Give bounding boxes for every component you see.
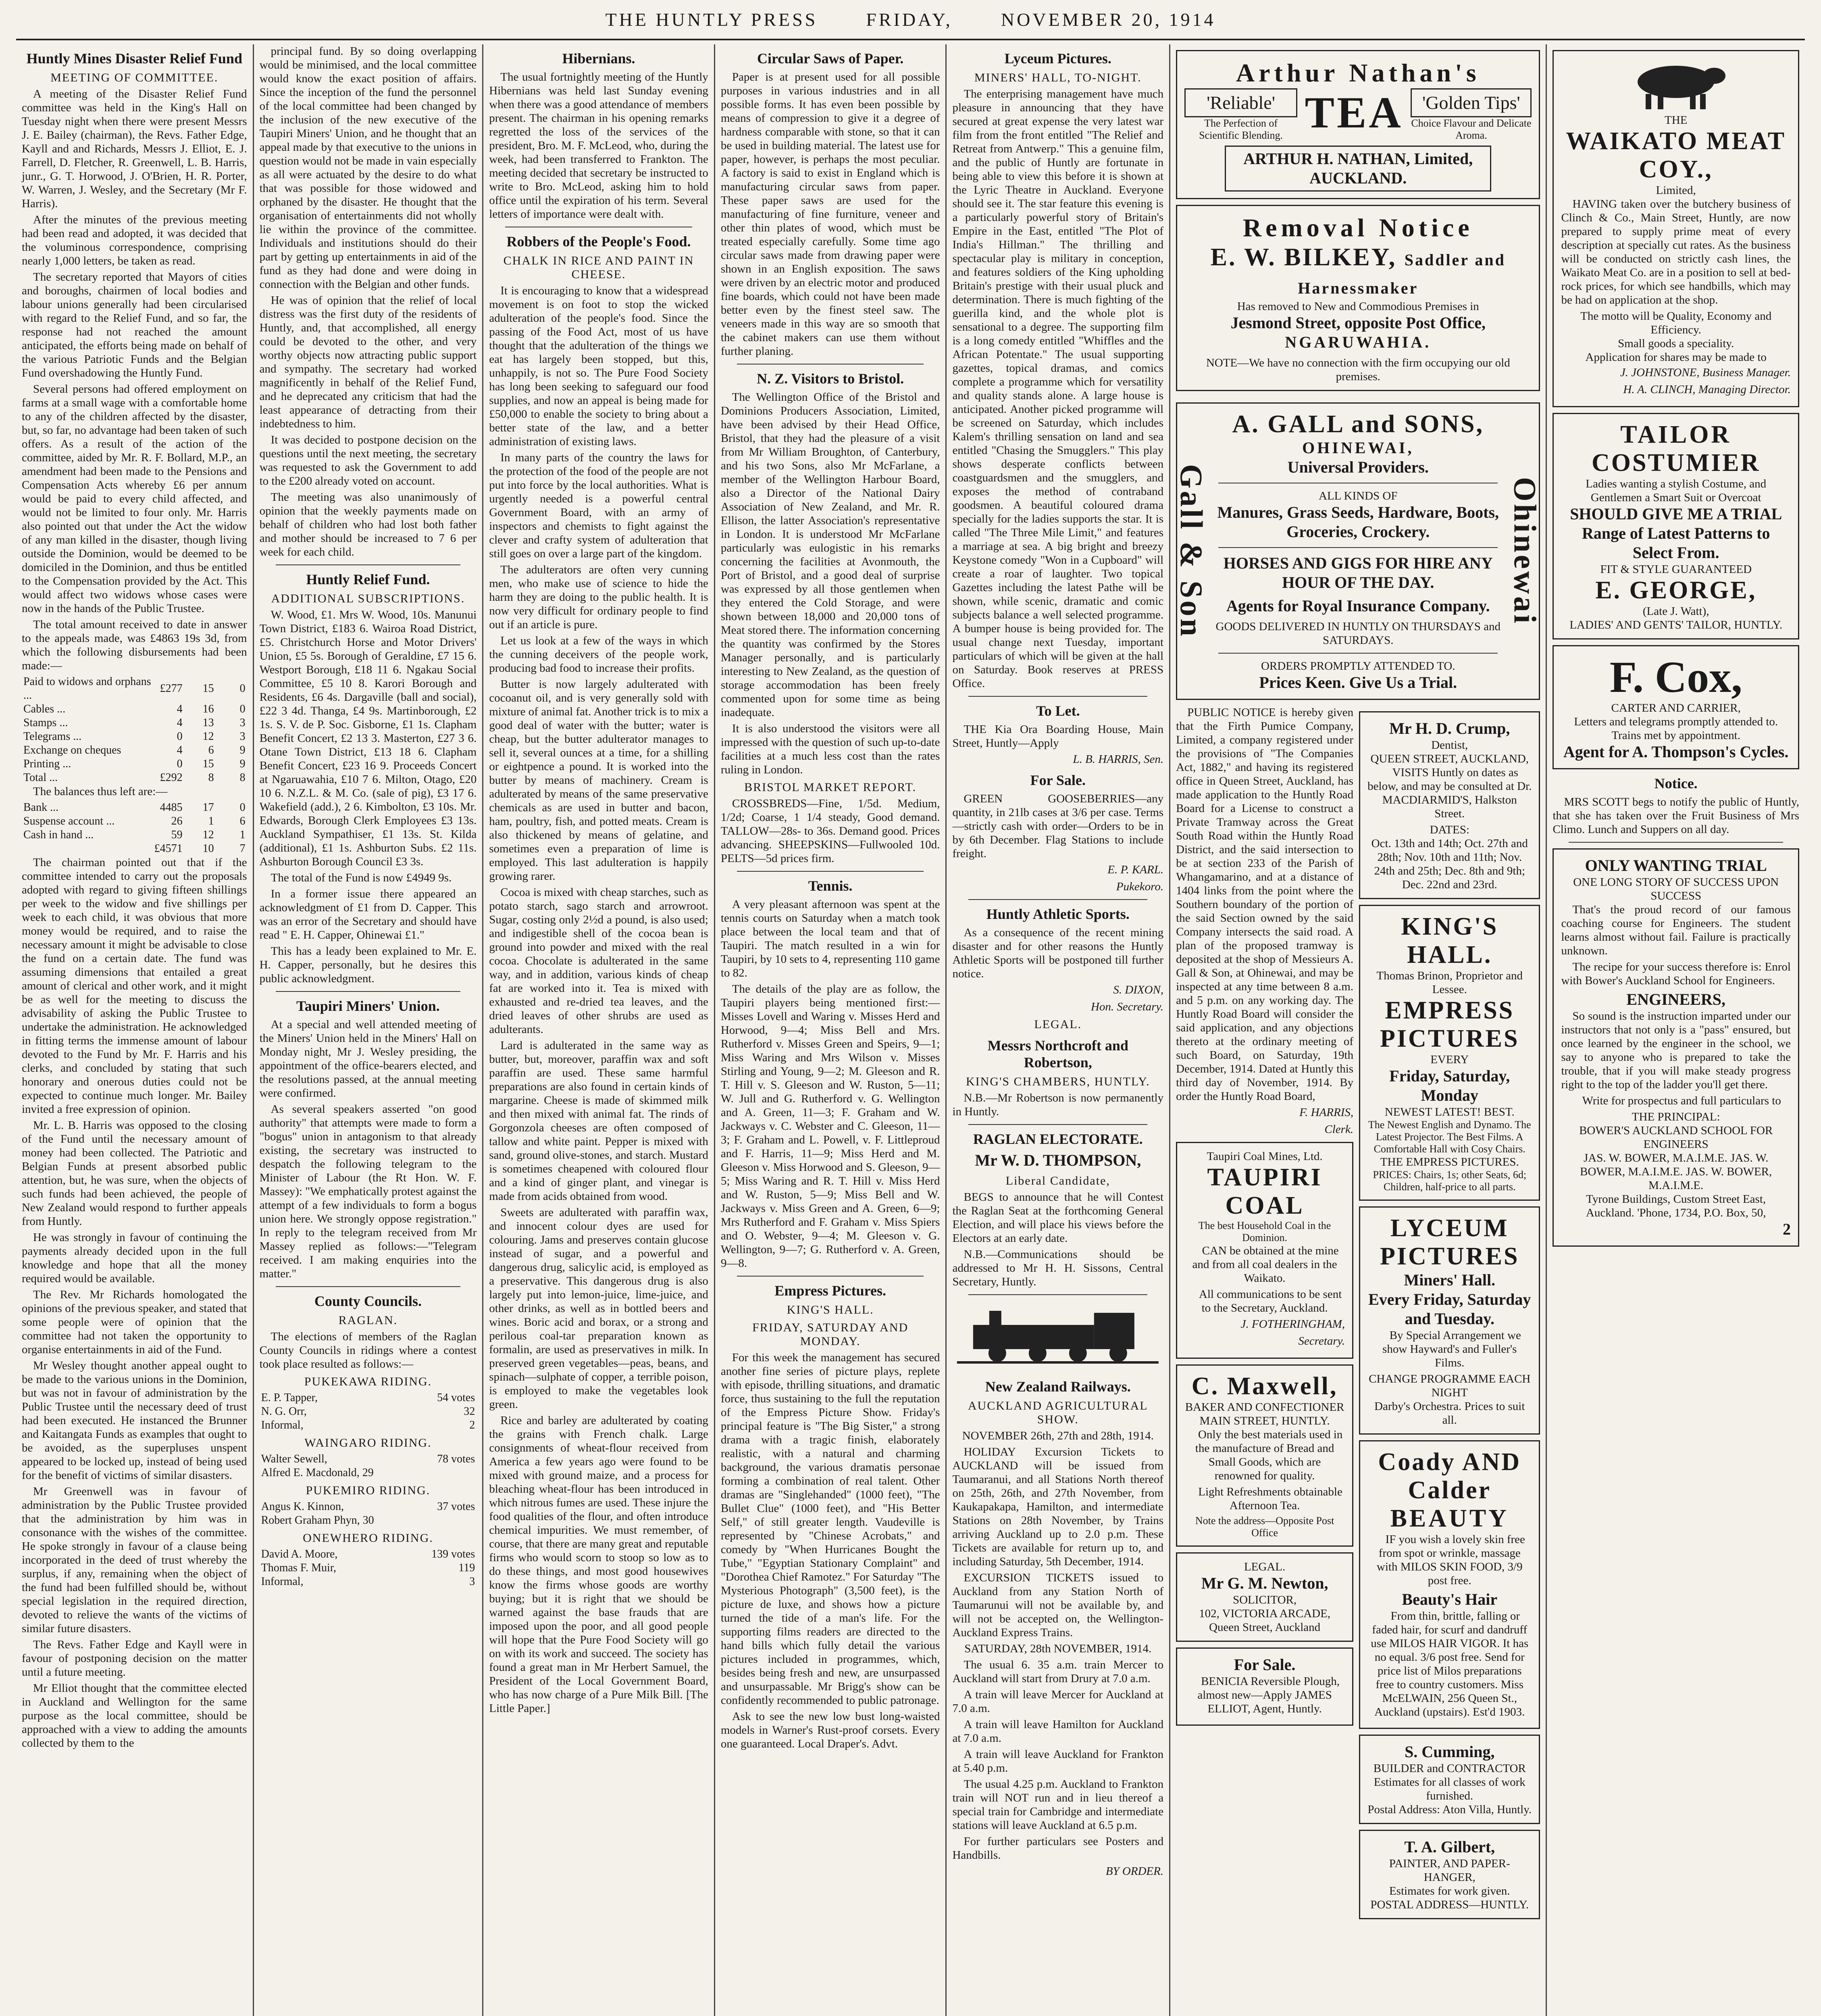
article-title: Robbers of the People's Food. [506, 233, 691, 250]
beauty-title: BEAUTY [1390, 1505, 1509, 1532]
paragraph: As several speakers asserted "on good authority" that attempts were made to form a "bogus" union in antagonism to that already existing, the secretary was instructed to despatch the following telegram to the Minister of Labour (the Rt Hon. W. F. Massey): "We emphatically protest against the attempt of a few individuals to form a bogus union here. We strongly oppose registration." In reply to the telegram received from Mr Massey replied as follows:—"Telegram received. I am making enquiries into the matter." [259, 1103, 477, 1280]
gall-prices: Prices Keen. Give Us a Trial. [1259, 673, 1457, 691]
article-title: Lyceum Pictures. [1004, 50, 1111, 67]
gall-vertical-right: Ohinewai [1507, 477, 1543, 626]
paragraph: Ask to see the new low bust long-waisted models in Warner's Rust-proof corsets. Every one guaranteed. Local Draper's. Advt. [720, 1710, 940, 1750]
table-row: N. G. Orr, 32 [261, 1405, 475, 1418]
divider [737, 1276, 924, 1277]
paragraph: The meeting was also unanimously of opinion that the weekly payments made on behalf of children who had lost both father and mother should be increased to 7 6 per week for each child. [259, 491, 477, 558]
tailor-fit: FIT & STYLE GUARANTEED [1600, 563, 1752, 576]
table-row: Robert Graham Phyn, 30 [261, 1514, 374, 1527]
paragraph: For this week the management has secured another fine series of picture plays, replete with episode, thrilling situations, and dramatic force, thus sustaining to the full the reputation of the Empress Picture Show. Friday's principal feature is "The Big Sister," a strong drama with a tragic finish, elaborately realistic, with a natural and charming background, the various dramatis personae forming a combination of real talent. Other dramas are "Singlehanded" (1000 feet), "The Bullet Clue" (1000 feet), and "His Better Self," of still greater length. Vaudeville is represented by "Chinese Acrobats," and comedy by "When Hurricanes Bought the Tube," "Egyptian Stationary Complaint" and "Dorothea Chief Ramotez." For Saturday "The Mysterious Photograph" (3,500 feet), is the picture de luxe, and shows how a picture turned the tide of a man's life. For the supporting films readers are directed to the hand bills which fully detail the various pictures included in programmes, which, besides being fresh and new, are unsurpassed and unsurpassable. Mr Brigg's show can be confidently recommended to public patronage. [720, 1351, 940, 1707]
column-4 [715, 44, 947, 2016]
ad-subtitle: AUCKLAND AGRICULTURAL SHOW. [968, 1399, 1148, 1426]
section-label: LEGAL. [1034, 1018, 1082, 1031]
article-subtitle: KING'S HALL. [787, 1303, 874, 1316]
votes-table [260, 1391, 477, 1432]
column-3 [483, 44, 715, 2016]
school-address: Tyrone Buildings, Custom Street East, Auckland. 'Phone, 1734, P.O. Box, 50, [1586, 1193, 1766, 1219]
table-row: Stamps ... 4 13 3 [23, 716, 246, 729]
gall-all: ALL KINDS OF [1319, 489, 1398, 502]
empress-prices: PRICES: Chairs, 1s; other Seats, 6d; Children, half-price to all parts. [1373, 1169, 1527, 1193]
table-row: E. P. Tapper, 54 votes [261, 1391, 475, 1404]
masthead-day: FRIDAY, [866, 9, 953, 30]
paragraph: N.B.—Mr Robertson is now permanently in Huntly. [952, 1091, 1164, 1118]
locomotive-icon [952, 1305, 1163, 1365]
meat-motto: The motto will be Quality, Economy and Efficiency. [1580, 310, 1772, 336]
signature: J. JOHNSTONE, Business Manager. [1620, 366, 1791, 379]
cox-name: F. Cox, [1609, 652, 1742, 702]
divider [276, 564, 461, 565]
crump-dates-title: DATES: [1430, 823, 1469, 836]
paragraph: SATURDAY, 28th NOVEMBER, 1914. [964, 1642, 1152, 1655]
empress-days: Friday, Saturday, Monday [1389, 1067, 1510, 1104]
article-title: Huntly Relief Fund. [306, 571, 430, 587]
article-title: N. Z. Visitors to Bristol. [757, 371, 904, 387]
empress-name: THE EMPRESS PICTURES. [1380, 1156, 1519, 1168]
gilbert-address: POSTAL ADDRESS—HUNTLY. [1370, 1898, 1529, 1911]
paragraph: Mr Elliot thought that the committee elected in Auckland and Wellington for the same purpose as the local committee, should be approached with a view to adding the amounts collected by them to the [22, 1682, 247, 1749]
signature: Clerk. [1324, 1123, 1354, 1136]
gall-horses: HORSES AND GIGS FOR HIRE ANY HOUR OF THE DAY. [1223, 554, 1493, 591]
divider [276, 1286, 461, 1287]
paragraph: Butter is now largely adulterated with cocoanut oil, and is very generally sold with mixture of animal fat. Another trick is to mix a good deal of water with the butter; water is cheap, but the butter adulterator manages to sell it, several ounces at a time, for a shilling or eightpence a pound. It is worked into the butter by means of machinery. Cream is adulterated by means of the same preservative chemicals as are used in butter and bacon, ham, poultry, fish, and potted meats. Cream is also thickened by means of gelatine, and sometimes even a preparation of lime is employed. This last adulteration is happily growing rarer. [489, 678, 708, 883]
paragraph: The balances thus left are:— [33, 785, 168, 798]
paragraph: The enterprising management have much pleasure in announcing that they have secured at great expense the very latest war film from the front entitled "The Relief and Retreat from Antwerp." This a genuine film, and the public of Huntly are fortunate in being able to view this before it is shown at the Lyric Theatre in Auckland. Everyone should see it. The star feature this evening is a particularly powerful story of Britain's Empire in the East, entitled "The Plot of India's Hillman." The thrilling and spectacular play is military in conception, and features soldiers of the King upholding Britain's prestige with their usual pluck and determination. There is much fighting of the guerilla kind, and the whole plot is sensational to a degree. The supporting film is a long comedy entitled "Whiffles and the African Potentate." The usual supporting gazettes, topical dramas, and comics complete a programme which for versatility and quality stands alone. A large house is anticipated. Another picked programme will be screened on Saturday, which includes Kalem's thrilling sensation on land and sea entitled "Chasing the Smugglers." This play shows desperate conflicts between coastguardsmen and the smugglers, and exposes the method of contraband goodsmen. A beautiful coloured drama specially for the ladies supports the star. It is called "The Three Mile Limit," and features a marriage at sea. A big bright and breezy Keystone comedy "Won in a Cupboard" will create a roar of laughter. Two topical Gazettes including the latest Pathe will be shown, while scenic, dramatic and comic subjects balance a well selected programme. A bumper house is being provided for. The usual change next Tuesday, important particulars of which will be given at the hall on Saturday. Book reserves at PRESS Office. [952, 87, 1164, 690]
cumming-ad [1359, 1735, 1540, 1824]
maxwell-trade: BAKER AND CONFECTIONER [1185, 1401, 1344, 1414]
ad-title: Messrs Northcroft and Robertson, [987, 1037, 1128, 1070]
paragraph: At a special and well attended meeting of the Miners' Union held in the Miners' Hall on Monday night, Mr J. Wesley presiding, the appointment of the office-bearers elected, and the resolutions passed, at the annual meeting were confirmed. [259, 1018, 477, 1100]
cumming-address: Postal Address: Aton Villa, Huntly. [1367, 1803, 1532, 1816]
table-row: Bank ... 4485 17 0 [23, 801, 246, 814]
ad-subtitle: Liberal Candidate, [1005, 1174, 1110, 1187]
paragraph: IF you wish a lovely skin free from spot or wrinkle, massage with MILOS SKIN FOOD, 3/9 post free. [1376, 1533, 1525, 1587]
tea-right [1411, 88, 1532, 142]
tea-firm-box [1225, 146, 1491, 192]
article-title: Hibernians. [562, 50, 635, 67]
paragraph: Mr. L. B. Harris was opposed to the closing of the Fund until the necessary amount of money had been collected. The Patriotic and Belgian Funds at present absorbed public attention, but, he was sure, when the objects of such funds had been achieved, the people of New Zealand would respond to further appeals from Huntly. [22, 1119, 247, 1228]
kings-hall-title: KING'S HALL. [1401, 913, 1498, 968]
signature: E. P. KARL. [1107, 863, 1164, 876]
paragraph: The Revs. Father Edge and Kayll were in favour of postponing decision on the matter until a future meeting. [22, 1638, 247, 1679]
signature: L. B. HARRIS, Sen. [1073, 753, 1164, 766]
newton-name: Mr G. M. Newton, [1201, 1574, 1328, 1592]
table-row: Informal, 2 [261, 1419, 475, 1431]
paragraph: Cocoa is mixed with cheap starches, such as potato starch, sago starch and arrowroot. Sugar, costing only 2½d a pound, is also used; and indigestible shell of the cocoa bean is ground into powder and mixed with the real cocoa. Chocolate is adulterated in the same way, and in addition, various kinds of cheap fat are worked into it. Tea is mixed with exhausted and re-dried tea leaves, and the dried leaves of other shrubs are used as adulterants. [489, 886, 708, 1036]
gall-agents: Agents for Royal Insurance Company. [1226, 597, 1490, 615]
divider [1218, 653, 1498, 654]
article-subtitle: MEETING OF COMMITTEE. [50, 71, 219, 84]
paragraph: The recipe for your success therefore is: Enrol with Bower's Auckland School for Engineers. [1561, 960, 1791, 987]
votes-table [260, 1547, 477, 1589]
masthead [16, 0, 1805, 40]
crump-trade: Dentist, [1431, 739, 1468, 752]
tea-left [1184, 88, 1297, 142]
gilbert-trade: PAINTER, AND PAPER-HANGER, [1389, 1857, 1510, 1884]
cox-text-2: Trains met by appointment. [1611, 729, 1740, 742]
paragraph: Sweets are adulterated with paraffin wax, and innocent colour dyes are used for colouring. Jams and preserves contain glucose instead of sugar, and a powerful and dangerous drug, salicylic acid, is employed as a preservative. This dangerous drug is also largely put into lemon-juice, lime-juice, and other drinks, as well as in bottled beers and wines. Boric acid and borax, or a strong and perilous coal-tar preparation known as formalin, are used as preservatives in milk. In preserved green vegetables—peas, beans, and spinach—sulphate of copper, a terrible poison, is employed to make the vegetables look green. [489, 1206, 708, 1411]
lyceum-days: Every Friday, Saturday and Tuesday. [1368, 1290, 1531, 1328]
article-subtitle: CHALK IN RICE AND PAINT IN CHEESE. [503, 254, 694, 281]
empress-text: The Newest English and Dynamo. The Latest Projector. The Best Films. A Comfortable Hall with Cosy Chairs. [1368, 1119, 1531, 1155]
hair-title: Beauty's Hair [1402, 1590, 1498, 1608]
tea-ad [1176, 50, 1540, 199]
taupiri-coal-ad [1176, 1142, 1353, 1359]
table-row: Exchange on cheques 4 6 9 [23, 744, 246, 756]
paragraph: Light Refreshments obtainable Afternoon Tea. [1198, 1485, 1342, 1512]
gall-tagline: Universal Providers. [1287, 458, 1429, 476]
costumier-title: COSTUMIER [1592, 449, 1761, 477]
signature: Secretary. [1298, 1335, 1345, 1347]
tailor-trial: SHOULD GIVE ME A TRIAL [1570, 505, 1782, 523]
article-title: Huntly Mines Disaster Relief Fund [26, 50, 242, 67]
paragraph: N.B.—Communications should be addressed to Mr H. H. Sissons, Central Secretary, Huntly. [952, 1248, 1164, 1288]
article-title: Circular Saws of Paper. [757, 50, 904, 67]
article-title: County Councils. [314, 1293, 422, 1309]
coady-calder-ad [1359, 1440, 1540, 1729]
paragraph: THE Kia Ora Boarding House, Main Street, Huntly—Apply [952, 723, 1164, 750]
divider [968, 1124, 1147, 1125]
paragraph: This has a leady been explained to Mr. E. H. Capper, personally, but he desires this public acknowledgment. [259, 945, 477, 985]
table-row: Printing ... 0 15 9 [23, 758, 246, 770]
article-subtitle: MINERS' HALL, TO-NIGHT. [974, 71, 1142, 84]
lyceum-title: LYCEUM PICTURES [1380, 1214, 1519, 1270]
paragraph: Mr Wesley thought another appeal ought to be made to the various unions in the Dominion, but was not in favour of administration by the Public Trustee until the necessary deed of trust had been executed. He instanced the Brunner and Kaitangata Funds as examples that ought to be avoided, as the superpluses unspent appeared to be locked up, instead of being used for the benefit of victims of similar disasters. [22, 1359, 247, 1482]
paragraph: Write for prospectus and full particulars to [1582, 1094, 1781, 1107]
paragraph: The Wellington Office of the Bristol and Dominions Producers Association, Limited, have been advised by their Head Office, Bristol, that they had the pleasure of a visit from Mr William Broughton, of Canterbury, and his two Sons, also Mr McFarlane, a member of the Wellington Harbour Board, also a Director of the National Dairy Association of New Zealand, and Mr. R. Ellison, the latter Association's representative in London. It is understood Mr McFarlane particularly was eulogistic in his remarks concerning the facilities at Avonmouth, the Port of Bristol, and a good deal of surprise was expressed by all those gentlemen when they entered the Cold Storage, and were shown between 18,000 and 20,000 tons of Meat stored there. The information concerning the quantity was confirmed by the Stores Manager personally, and is particularly interesting to New Zealand, as the question of storage accommodation has been freely commented upon for some time as being inadequate. [720, 391, 940, 719]
votes-table [260, 1500, 477, 1527]
paragraph: It is encouraging to know that a widespread movement is on foot to stop the wicked adulteration of the people's food. Since the passing of the Food Act, most of us have thought that the adulteration of the things we eat has largely been stopped, but this, unhappily, is not so. The Pure Food Society has long been seeking to safeguard our food supplies, and now an appeal is being made for £50,000 to enable the society to bring about a better state of the law, and a better administration of existing laws. [489, 284, 708, 448]
waikato-meat-ad [1553, 50, 1799, 407]
removal-note: NOTE—We have no connection with the firm occupying our old premises. [1206, 356, 1510, 383]
gilbert-text: Estimates for work given. [1389, 1885, 1510, 1897]
paragraph: Only the best materials used in the manufacture of Bread and Small Goods, which are renowned for quality. [1195, 1428, 1343, 1482]
paragraph: All communications to be sent to the Secretary, Auckland. [1199, 1288, 1342, 1314]
ad-title: RAGLAN ELECTORATE. [973, 1131, 1143, 1147]
signature: BY ORDER. [1105, 1865, 1164, 1878]
tea-firm: ARTHUR H. NATHAN, Limited, [1243, 150, 1473, 168]
tea-row [1184, 88, 1532, 142]
cox-text: Letters and telegrams promptly attended to. [1574, 715, 1778, 728]
empress-title: EMPRESS PICTURES [1380, 997, 1519, 1052]
gall-orders: ORDERS PROMPTLY ATTENDED TO. [1261, 660, 1455, 673]
tea-word: TEA [1305, 88, 1403, 137]
paragraph: After the minutes of the previous meeting had been read and adopted, it was decided that the voluminous correspondence, comprising nearly 1,000 letters, be taken as read. [22, 213, 247, 267]
coal-title: TAUPIRI COAL [1207, 1164, 1322, 1219]
column-6 [1170, 44, 1547, 2016]
paragraph: So sound is the instruction imparted under our instructors that not only is a "pass" ensured, but once learned by the engineer in the school, we say to anyone who is prepared to take the trouble, that if you will make steady progress right to the top of the ladder you'll get there. [1561, 1010, 1791, 1091]
for-sale-title: For Sale. [1234, 1656, 1296, 1674]
maxwell-name: C. Maxwell, [1191, 1372, 1338, 1400]
crump-name: Mr H. D. Crump, [1389, 719, 1510, 737]
crump-dates: Oct. 13th and 14th; Oct. 27th and 28th; Nov. 10th and 11th; Nov. 24th and 25th; Dec. 8th and 9th; Dec. 22nd and 23rd. [1371, 837, 1528, 891]
column-2 [254, 44, 484, 2016]
paragraph: It was decided to postpone decision on the questions until the next meeting, the secretary was requested to ask the Government to add to the £200 already voted on account. [259, 433, 477, 487]
article-subtitle: ADDITIONAL SUBSCRIPTIONS. [271, 592, 465, 605]
newton-ad [1176, 1552, 1353, 1642]
paragraph: A meeting of the Disaster Relief Fund committee was held in the King's Hall on Tuesday night when there were present Messrs J. E. Bailey (chairman), the Revs. Father Edge, Kayll and and Richards, Messrs J. Elliot, E. J. Farrell, D. Fletcher, R. Greenwell, L. B. Harris, junr., G. T. Horwood, J. O'Brien, H. R. Porter, W. Warren, J. Wesley, and the Secretary (Mr F. Harris). [22, 87, 247, 210]
removal-text: Has removed to New and Commodious Premises in [1237, 300, 1479, 313]
paragraph: EXCURSION TICKETS issued to Auckland from any Station North of Taumarunui will not be available by, and will not be accepted on, the Wellington-Auckland Express Trains. [952, 1571, 1164, 1639]
riding-name: WAINGARO RIDING. [304, 1436, 432, 1450]
article-title: Tennis. [808, 878, 853, 894]
gilbert-ad [1359, 1830, 1540, 1919]
table-row: Cash in hand ... 59 12 1 [23, 829, 246, 841]
engineers-title: ENGINEERS, [1626, 990, 1726, 1008]
article-title: Empress Pictures. [774, 1283, 886, 1299]
paragraph: As a consequence of the recent mining disaster and for other reasons the Huntly Athletic Sports will be postponed till further notice. [952, 926, 1164, 980]
paragraph: By Special Arrangement we show Hayward's and Fuller's Films. [1382, 1329, 1521, 1369]
masthead-date: NOVEMBER 20, 1914 [1001, 9, 1216, 30]
newton-trade: SOLICITOR, [1232, 1593, 1297, 1606]
signature: S. DIXON, [1113, 983, 1164, 996]
empress-every: EVERY [1430, 1053, 1469, 1066]
trial-title: ONLY WANTING TRIAL [1585, 856, 1767, 875]
empress-newest: NEWEST LATEST! BEST. [1384, 1106, 1515, 1118]
cox-trade: CARTER AND CARRIER, [1611, 702, 1741, 714]
table-total-row: £4571 10 7 [154, 842, 246, 855]
tailor-ad [1553, 413, 1799, 639]
tailor-late: (Late J. Watt), [1642, 605, 1709, 618]
tea-right-text: Choice Flavour and Delicate Aroma. [1411, 117, 1532, 141]
paragraph: principal fund. By so doing overlapping would be minimised, and the local committee would know the exact position of affairs. Since the inception of the fund the personnel of the local committee had been changed by the inclusion of the new executive of the Taupiri Miners' Union, and he thought that an appeal made by that executive to the unions in question would not be made in vain especially as all were actuated by the desire to do what that was possible for those widowed and orphaned by the disaster. He thought that the organisation of entertainments did not wholly lie within the province of the committee. Individuals and institutions should do their part by getting up entertainments in aid of the fund as they had done and were doing in connection with the Belgian and other funds. [259, 45, 477, 291]
paragraph: Mr Greenwell was in favour of administration by the Public Trustee provided that the administration by him was in consonance with the wishes of the committee. He spoke strongly in favour of a clause being incorporated in the deed of trust whereby the surplus, if any, remaining when the object of the fund had been fulfilled should be, without special legislation in the required direction, devoted to relieve the wants of the victims of similar future disasters. [22, 1485, 247, 1635]
column-5 [947, 44, 1170, 2016]
paragraph: From thin, brittle, falling or faded hair, for scurf and dandruff use MILOS HAIR VIGOR. It has no equal. 3/6 post free. Send for price list of Milos preparations free to country customers. Miss McELWAIN, 256 Queen St., Auckland (upstairs). Est'd 1903. [1371, 1610, 1529, 1718]
masthead-title: THE HUNTLY PRESS [605, 9, 818, 30]
paragraph: A very pleasant afternoon was spent at the tennis courts on Saturday when a match took place between the local team and that of Taupiri. The match resulted in a win for Taupiri, by 10 sets to 4, representing 110 game to 82. [720, 898, 940, 979]
cumming-trade: BUILDER and CONTRACTOR [1373, 1762, 1526, 1775]
tailor-range: Range of Latest Patterns to Select From. [1582, 524, 1770, 562]
paragraph: The usual fortnightly meeting of the Huntly Hibernians was held last Sunday evening when there was a good attendance of members present. The chairman in his opening remarks regretted the loss of the services of the president, Bro. M. F. McLeod, who, during the week, had been transferred to Frankton. The meeting decided that secretary be instructed to write to Bro. McLeod, asking him to hold office until the expiration of his term. Several letters of importance were dealt with. [489, 71, 708, 221]
subscription-list: W. Wood, £1. Mrs W. Wood, 10s. Manunui Town District, £183 6. Wairoa Road District, £5. Christchurch Horse and Motor Drivers' Union, £5 5s. Borough of Geraldine, £7 15 6. Westport Borough, £18 11 6. Ngakau Social Committee, £5 10 8. Karori Borough and Residents, £6 4s. Dargaville (ball and social), £22 3 4d. Thanga, £4 9s. Martinborough, £2 1s. S. V. de P. Soc. Gisborne, £1 1s. Clapham Benefit Concert, £2 13 3. Masterton, £27 3 6. Otane Town District, £13 18 6. Clapham Benefit Concert, £23 16 9. Proceeds Concert at Ngaruawahia, £10 7 6. Milton, Otago, £20 10 6. N.Z.L. & M. Co. (sale of pig), £3 17 6. Wakefield (add.), 2 6. Kimbolton, £3 10s. Mr. Edwards, Borough Clerk Employees £3 13s. Auckland Sympathiser, £1 13s. St. Kilda (additional), £1 1s. Ashburton Subs. £2 11s. Ashburton Borough Council £3 3s. [259, 608, 477, 868]
removal-town: NGARUWAHIA. [1285, 333, 1432, 351]
cox-ad [1553, 645, 1799, 769]
meat-small: Small goods a speciality. [1618, 337, 1734, 350]
newton-address: 102, VICTORIA ARCADE, Queen Street, Auckland [1199, 1607, 1331, 1634]
paragraph: BEGS to announce that he will Contest the Raglan Seat at the forthcoming General Election, and will place his views before the Electors at an early date. [952, 1191, 1164, 1245]
story-title: ONE LONG STORY OF SUCCESS UPON SUCCESS [1573, 876, 1779, 902]
table-row: Telegrams ... 0 12 3 [23, 730, 246, 743]
tailor-name: E. GEORGE, [1595, 577, 1757, 604]
article-title: Taupiri Miners' Union. [296, 998, 440, 1014]
paragraph: The total of the Fund is now £4949 9s. [271, 871, 452, 884]
gilbert-name: T. A. Gilbert, [1404, 1838, 1495, 1856]
removal-title: Removal Notice [1242, 213, 1473, 242]
plough-sale-ad [1176, 1647, 1353, 1726]
riding-name: PUKEMIRO RIDING. [306, 1484, 431, 1497]
removal-notice-ad [1176, 205, 1540, 391]
page-number: 2 [1783, 1220, 1791, 1238]
paragraph: Let us look at a few of the ways in which the cunning deceivers of the people work, producing bad food to increase their profits. [489, 634, 708, 675]
crump-ad [1359, 711, 1540, 899]
paragraph: HOLIDAY Excursion Tickets to AUCKLAND will be issued from Taumaranui, and all Stations North thereof on 25th, 26th, and 27th November, from Kaukapakapa, Hamilton, and intermediate Stations on 28th November, by Trains arriving Auckland up to 2.0 p.m. These Tickets are available for return up to, and including Saturday, 5th December, 1914. [952, 1445, 1164, 1568]
table-row: Suspense account ... 26 1 6 [23, 815, 246, 827]
gall-name: A. GALL and SONS, [1232, 410, 1484, 438]
paragraph: NOVEMBER 26th, 27th and 28th, 1914. [962, 1429, 1154, 1442]
paragraph: The elections of members of the Raglan County Councils in ridings where a contest took place resulted as follows:— [259, 1330, 477, 1370]
meat-app: Application for shares may be made to [1585, 351, 1767, 364]
riding-name: PUKEKAWA RIDING. [304, 1375, 432, 1388]
tailor-text: Ladies wanting a stylish Costume, and Gentlemen a Smart Suit or Overcoat [1586, 477, 1767, 504]
ad-title: To Let. [1036, 703, 1080, 719]
tailor-title: TAILOR [1620, 421, 1732, 448]
bullock-icon [1623, 58, 1728, 110]
gall-goods: Manures, Grass Seeds, Hardware, Boots, Groceries, Crockery. [1217, 503, 1499, 541]
table-row: Informal, 3 [261, 1575, 475, 1588]
ad-title: Huntly Athletic Sports. [986, 906, 1130, 922]
bilkey-name: E. W. BILKEY, [1210, 244, 1397, 271]
paragraph: GREEN GOOSEBERRIES—any quantity, in 21lb cases at 3/6 per case. Terms—strictly cash with order—Orders to be in by 6th December. Flag Stations to include freight. [952, 792, 1164, 860]
paragraph: BENICIA Reversible Plough, almost new—Apply JAMES ELLIOT, Agent, Huntly. [1197, 1675, 1340, 1715]
signature: Hon. Secretary. [1091, 1000, 1164, 1013]
meat-ltd: Limited, [1656, 184, 1696, 197]
principal-label: THE PRINCIPAL: [1632, 1110, 1720, 1123]
principal-names: JAS. W. BOWER, M.A.I.M.E. JAS. W. BOWER, M.A.I.M.E. JAS. W. BOWER, M.A.I.M.E. [1580, 1152, 1772, 1192]
riding-name: ONEWHERO RIDING. [303, 1531, 433, 1545]
golden-tips-label: 'Golden Tips' [1411, 88, 1532, 117]
lyceum-orchestra: Darby's Orchestra. Prices to suit all. [1374, 1400, 1525, 1427]
cox-agent: Agent for A. Thompson's Cycles. [1563, 743, 1789, 761]
ad-subtitle: KING'S CHAMBERS, HUNTLY. [966, 1075, 1150, 1088]
candidate-name: Mr W. D. THOMPSON, [975, 1151, 1141, 1169]
balances-table [22, 801, 247, 856]
lyceum-ad [1359, 1206, 1540, 1435]
reliable-label: 'Reliable' [1184, 88, 1297, 117]
paragraph: Rice and barley are adulterated by coating the grains with French chalk. Large consignments of wheat-flour received from America a few years ago were found to be mixed with ground maize, and a process for bleaching wheat-flour has been introduced in which nitrous fumes are used. These injure the food qualities of the flour, and often introduce chemical impurities. We must remember, of course, that there are many great and reputable firms who would scorn to stoop so low as to do these things, and most good housewives know the firms whose goods are worthy buying; but it is right that we should be warned against the base frauds that are imposed upon the poor, and all good people will hope that the Pure Food Society will go on with its work and succeed. The society has found a great man in Mr Herbert Samuel, the President of the Local Government Board, who has now charge of a Pure Milk Bill. [The Little Paper.] [489, 1414, 708, 1715]
paragraph: It is also understood the visitors were all impressed with the question of such up-to-date facilities at a much less cost than the rates ruling in London. [720, 722, 940, 776]
lyceum-hall: Miners' Hall. [1404, 1271, 1496, 1289]
paragraph: Paper is at present used for all possible purposes in various industries and in all possible forms. It has even been possible by means of compression to give it a degree of hardness comparable with stone, so that it can be used in building material. The latest use for paper, however, is perhaps the most peculiar. A factory is said to exist in England which is manufacturing circular saws from paper. These paper saws are used for the manufacturing of fine furniture, veneer and other thin plates of wood, which must be treated especially carefully. Some time ago circular saws made from drawing paper were shown in an English exposition. The saws were driven by an electric motor and produced fine boards, which could not have been made better even by the finest steel saw. The veneers made in this way are so smooth that the cabinet makers can use them without further planing. [720, 71, 940, 358]
table-row: Cables ... 4 16 0 [23, 703, 246, 715]
divider [968, 1294, 1147, 1295]
signature: H. A. CLINCH, Managing Director. [1623, 383, 1791, 396]
paragraph: He was strongly in favour of continuing the payments already decided upon in the full knowledge and hope that all the money required would be available. [22, 1231, 247, 1285]
paragraph: The secretary reported that Mayors of cities and boroughs, chairmen of local bodies and labour unions generally had been circularised with regard to the Relief Fund, and so far, the response had not reached the amount anticipated, the efforts being made on behalf of the various Patriotic Funds and the Belgian Fund overshadowing the Huntly Fund. [22, 271, 247, 379]
coal-firm: Taupiri Coal Mines, Ltd. [1207, 1150, 1323, 1163]
paragraph: The adulterators are often very cunning men, who make use of science to hide the harm they are doing to the public health. It is now very difficult for ordinary people to find out if an article is pure. [489, 563, 708, 631]
paragraph: The usual 6. 35 a.m. train Mercer to Auckland will start from Drury at 7.0 a.m. [952, 1658, 1164, 1685]
cumming-name: S. Cumming, [1405, 1743, 1495, 1761]
kings-hall-sub: Thomas Brinon, Proprietor and Lessee. [1376, 969, 1523, 996]
signature: Pukekoro. [1116, 880, 1164, 893]
paragraph: For further particulars see Posters and Handbills. [952, 1835, 1164, 1862]
article-subtitle: RAGLAN. [338, 1314, 398, 1327]
table-row: Thomas F. Muir, 119 [261, 1562, 475, 1574]
meat-pre: THE [1665, 114, 1688, 127]
lyceum-change: CHANGE PROGRAMME EACH NIGHT [1369, 1372, 1531, 1399]
paragraph: A train will leave Auckland for Frankton at 5.40 p.m. [952, 1748, 1164, 1774]
table-row: Walter Sewell, 78 votes [261, 1453, 475, 1465]
disbursements-table [22, 675, 247, 785]
table-row: David A. Moore, 139 votes [261, 1548, 475, 1560]
votes-table [260, 1452, 477, 1480]
paragraph: The chairman pointed out that if the committee intended to carry out the proposals adopted with regard to giving fifteen shillings per week to the widow and five shillings per week to each child, it was obvious that more money would be required, and to raise the necessary amount it might be advisable to close the fund on a certain date. The fund was assuming dimensions that entailed a great amount of clerical and other work, and it might be as well for the meeting to discuss the advisability of asking the Public Trustee to undertake the administration. He acknowledged in fitting terms the immense amount of labour devoted to the Fund by Mr. F. Harris and his clerks, and concluded by stating that such honorary and onerous duties could not be expected to continue much longer. Mr. Bailey invited a free expression of opinion. [22, 856, 247, 1116]
divider [276, 991, 461, 992]
paragraph: Lard is adulterated in the same way as butter, but, moreover, paraffin wax and soft paraffin are used. These same harmful preparations are also found in certain kinds of margarine. Cheese is made of skimmed milk and then mixed with animal fat. The rinds of Gorgonzola cheeses are often composed of tallow and white paint. Pepper is mixed with sand, ground olive-stones, and starch. Mustard is sometimes cheapened with coloured flour and a kind of ginger plant, and vinegar is made from acids obtained from wood. [489, 1039, 708, 1203]
signature: J. FOTHERINGHAM, [1240, 1318, 1345, 1331]
divider [1218, 547, 1498, 548]
maxwell-address: MAIN STREET, HUNTLY. [1199, 1414, 1330, 1427]
paragraph: The usual 4.25 p.m. Auckland to Frankton train will NOT run and in lieu thereof a special train for Cambridge and intermediate stations will leave Auckland at 6.5 p.m. [952, 1778, 1164, 1832]
paragraph: A train will leave Hamilton for Auckland at 7.0 a.m. [952, 1718, 1164, 1745]
coady-calder-title: Coady AND Calder [1378, 1448, 1521, 1504]
paragraph: He was of opinion that the relief of local distress was the first duty of the residents of Huntly, and, that accomplished, all energy could be devoted to the other, and very worthy objects now attracting public support and sympathy. The secretary had worked magnificently in behalf of the Relief Fund, and he deprecated any criticism that had the least appearance of detracting from their indebtedness to him. [259, 294, 477, 430]
gall-ad [1174, 402, 1543, 700]
signature: F. HARRIS, [1299, 1106, 1354, 1119]
paragraph: VISITS Huntly on dates as below, and may be consulted at Dr. MACDIARMID'S, Halkston Street. [1367, 766, 1532, 820]
paragraph: MRS SCOTT begs to notify the public of Huntly, that she has taken over the Fruit Business of Mrs Climo. Lunch and Suppers on all day. [1553, 796, 1799, 836]
ad-title: Notice. [1654, 775, 1698, 791]
paragraph: In many parts of the country the laws for the protection of the food of the people are not put into force by the local authorities. What is urgently needed is a powerful central Government Board, with an army of inspectors and chemists to fight against the clever and crafty system of adulteration that still goes on over a large part of the kingdom. [489, 451, 708, 560]
bilkey-trade: Saddler and Harnessmaker [1298, 251, 1506, 297]
school-name: BOWER'S AUCKLAND SCHOOL FOR ENGINEERS [1579, 1124, 1773, 1151]
maxwell-note: Note the address—Opposite Post Office [1195, 1515, 1334, 1539]
tailor-trade: LADIES' AND GENTS' TAILOR, HUNTLY. [1569, 619, 1783, 631]
column-7 [1547, 44, 1805, 2016]
divider [737, 871, 924, 872]
divider [968, 696, 1147, 697]
table-row: Angus K. Kinnon, 37 votes [261, 1500, 475, 1513]
article-subtitle: BRISTOL MARKET REPORT. [744, 781, 917, 794]
bowers-school-ad [1553, 848, 1799, 1247]
paragraph: The total amount received to date in answer to the appeals made, was £4863 19s 3d, from which the following disbursements had been made:— [22, 618, 247, 672]
gall-town: OHINEWAI, [1302, 439, 1414, 457]
gall-delivery: GOODS DELIVERED IN HUNTLY ON THURSDAYS and SATURDAYS. [1215, 620, 1501, 647]
cumming-text: Estimates for all classes of work furnished. [1374, 1776, 1525, 1802]
paragraph: A train will leave Mercer for Auckland at 7.0 a.m. [952, 1688, 1164, 1715]
tea-left-text: The Perfection of Scientific Blending. [1199, 117, 1283, 141]
paragraph: Several persons had offered employment on farms at a small wage with a comfortable home to any of the children affected by the disaster, but, so far, no advantage had been taken of such offers. As a result of the action of the committee, aided by Mr. R. F. Bollard, M.P., an amendment had been made to the Pensions and Compensation Acts whereby £6 per annum would be paid to every child affected, and would not be limited to four only. Mr. Harris also pointed out that under the Act the widow of any man killed in the disaster, though living outside the Dominion, would be deemed to be domiciled in the Dominion, and thus be entitled to the Compensation provided by the Act. This would affect two widows whose cases were now in the hands of the Public Trustee. [22, 383, 247, 615]
divider [968, 899, 1147, 900]
paragraph: The details of the play are as follow, the Taupiri players being mentioned first:—Misses Lovell and Waring v. Misses Herd and Horwood, 9—4; Miss Bell and Mrs. Rutherford v. Misses Green and Speirs, 9—1; Miss Waring and Mrs Wilson v. Misses Stirling and Young, 9—2; M. Gleeson and R. T. Hill v. S. Gleeson and W. Ruston, 5—11; W. Jull and G. Rutherford v. G. Wellington and A. Green, 11—3; F. Graham and W. Jackways v. C. Webster and C. Gleeson, 11—3; F. Graham and L. Powell, v. F. Littleproud and F. Harris, 11—9; Miss Herd and M. Gleeson v. Miss Horwood and S. Gleeson, 9—5; Miss Waring and R. T. Hill v. Miss Herd and W. Ruston, 5—9; Miss Bell and W. Jackways v. Miss Green and A. Green, 6—9; Mrs Rutherford and F. Graham v. Miss Spiers and O. Webster, 9—4; M. Gleeson v. G. Wellington, 9—7; G. Rutherford v. A. Green, 9—8. [720, 983, 940, 1270]
table-total-row: Total ... £292 8 8 [23, 771, 246, 784]
coal-sub: The best Household Coal in the Dominion. [1198, 1220, 1331, 1243]
divider [1569, 842, 1783, 843]
paragraph: CAN be obtained at the mine and from all coal dealers in the Waikato. [1192, 1244, 1339, 1285]
article-subtitle: FRIDAY, SATURDAY AND MONDAY. [752, 1321, 909, 1348]
table-row: Paid to widows and orphans ... £277 15 0 [23, 675, 246, 702]
crump-address: QUEEN STREET, AUCKLAND, [1370, 752, 1529, 765]
kings-hall-ad [1359, 905, 1540, 1201]
gall-vertical-left: Gall & Son [1174, 464, 1209, 639]
paragraph: In a former issue there appeared an acknowledgment of £1 from D. Capper. This was an error of the Secretary and should have read " E. H. Capper, Ohinewai £1." [259, 887, 477, 941]
column-1 [16, 44, 254, 2016]
legal-label: LEGAL. [1244, 1560, 1286, 1573]
paragraph: The Rev. Mr Richards homologated the opinions of the previous speaker, and stated that some people were of opinion that the committee had not taken the opportunity to organise entertainments in aid of the Fund. [22, 1288, 247, 1356]
paragraph: HAVING taken over the butchery business of Clinch & Co., Main Street, Huntly, are now prepared to supply prime meat of every description at specially cut rates. As the business will be conducted on strictly cash lines, the Waikato Meat Co. are in a position to sell at bed-rock prices, for which see handbills, which may be had on application at the shop. [1561, 198, 1791, 306]
public-notice: PUBLIC NOTICE is hereby given that the Firth Pumice Company, Limited, a company registered under the provisions of "The Companies Act, 1882," and having its registered office in Queen Street, Auckland, has made application to the Huntly Road Board for a License to construct a Private Tramway across the Great South Road within the Huntly Road District, and the said intersection to be at section 233 of the Parish of Whangamarino, and at a distance of 1404 links from the point where the Southern boundary of the portion of the said Section owned by the said Company intersects the said road. A plan of the proposed tramway is deposited at the shop of Messieurs A. Gall & Son, at Ohinewai, and may be inspected at any time between 8 a.m. and 5 p.m. on any working day. The Huntly Road Board will consider the said application, and any objections thereto at the ordinary meeting of such Board, on Saturday, 19th December, 1914. Dated at Huntly this third day of November, 1914. By order the Huntly Road Board, [1176, 706, 1354, 1103]
maxwell-ad [1176, 1364, 1353, 1547]
tea-brand: Arthur Nathan's [1236, 58, 1480, 87]
ad-title: New Zealand Railways. [985, 1379, 1131, 1395]
table-row: Alfred E. Macdonald, 29 [261, 1466, 374, 1479]
ad-title: For Sale. [1030, 772, 1086, 788]
tea-city: AUCKLAND. [1309, 169, 1407, 187]
paragraph: CROSSBREDS—Fine, 1/5d. Medium, 1/2d; Coarse, 1 1/4 steady, Good demand. TALLOW—28s- to 36s. Demand good. Prices advancing. SHEEPSKINS—Fullwooled 10d. PELTS—5d prices firm. [720, 797, 940, 865]
removal-address: Jesmond Street, opposite Post Office, [1230, 314, 1486, 332]
meat-title: WAIKATO MEAT COY., [1566, 127, 1786, 183]
paragraph: That's the proud record of our famous coaching course for Engineers. The student learns almost without fail. Failure is practically unknown. [1561, 903, 1791, 957]
